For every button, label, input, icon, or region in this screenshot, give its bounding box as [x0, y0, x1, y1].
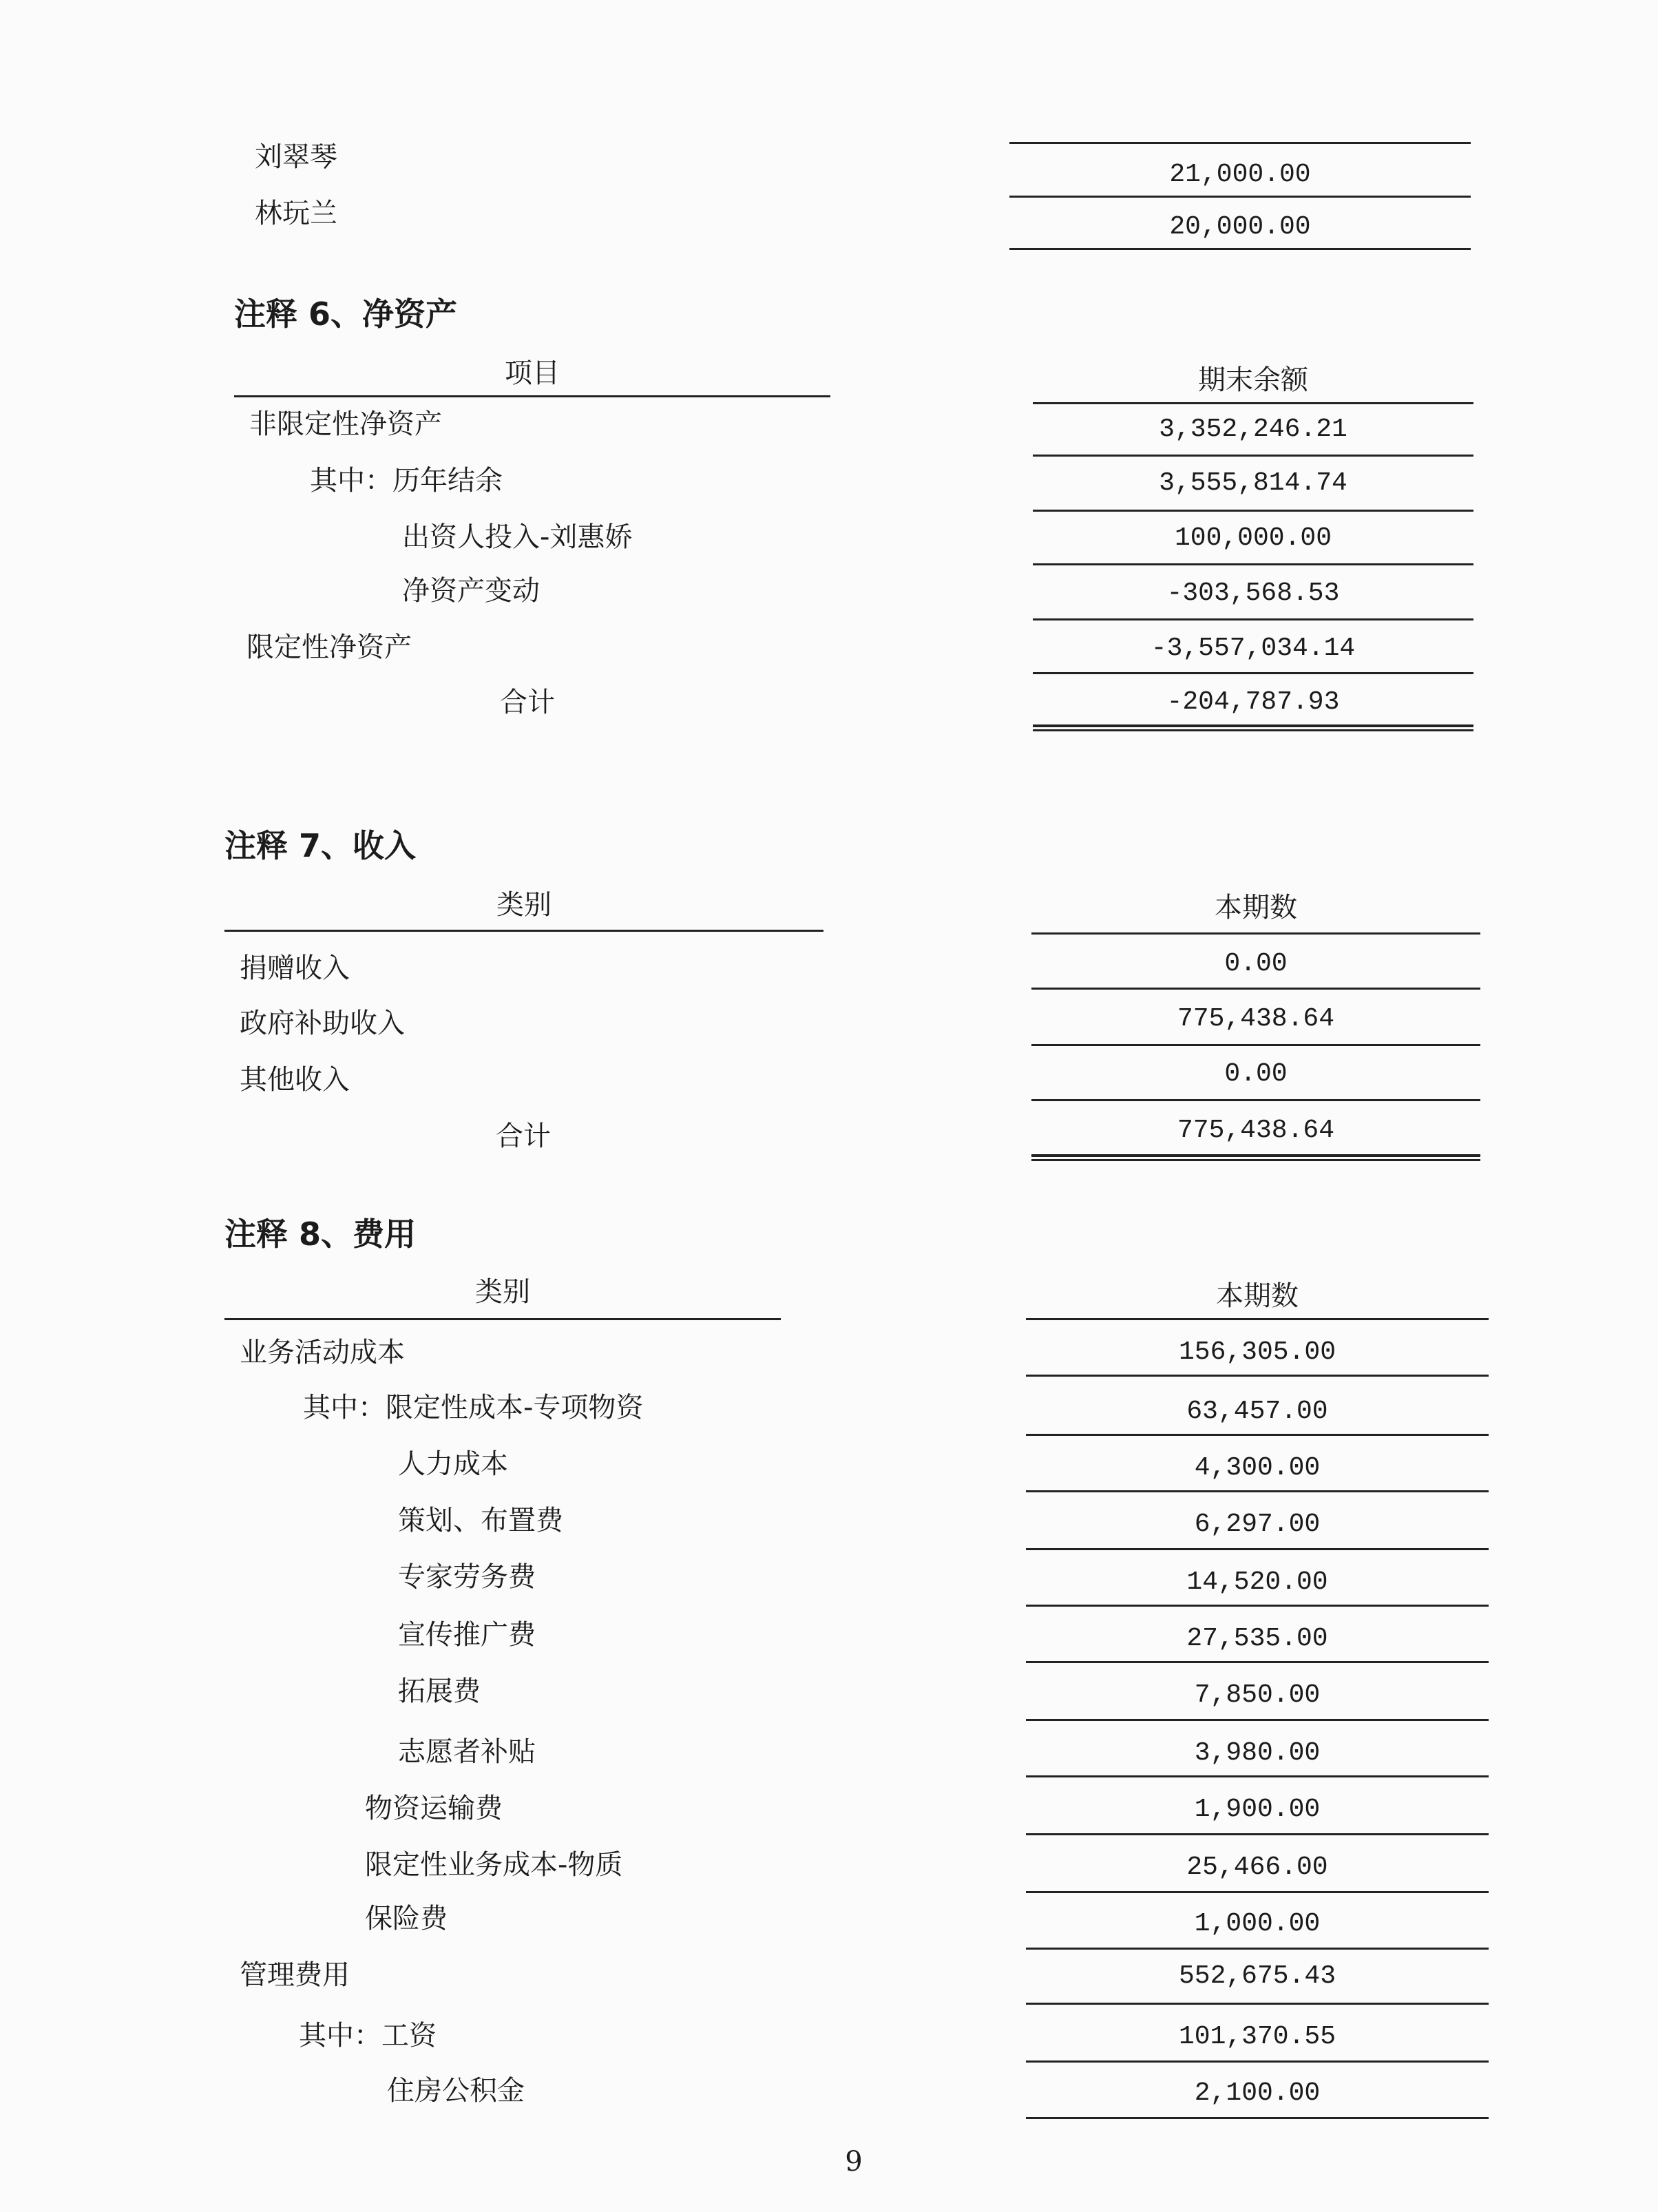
note8-row-label: 其中：工资 — [299, 2020, 437, 2052]
note8-row-label: 物资运输费 — [365, 1793, 503, 1824]
note8-row-amount: 552,675.43 — [1178, 1961, 1336, 1991]
table-rule — [1033, 402, 1473, 404]
table-rule — [1031, 1099, 1480, 1101]
note8-row-amount: 2,100.00 — [1194, 2078, 1321, 2108]
table-rule — [1026, 1375, 1489, 1377]
table-rule — [1009, 196, 1471, 198]
note7-row-label: 捐赠收入 — [240, 952, 350, 984]
partner-amount: 20,000.00 — [1169, 212, 1311, 242]
note8-row-amount: 3,980.00 — [1194, 1738, 1321, 1768]
note7-row-amount: 0.00 — [1224, 1059, 1288, 1089]
note8-row-label: 策划、布置费 — [398, 1505, 563, 1536]
note6-total-label: 合计 — [500, 687, 555, 718]
note8-row-amount: 101,370.55 — [1178, 2022, 1336, 2052]
table-rule — [1026, 1548, 1489, 1550]
table-rule — [1026, 1318, 1489, 1320]
table-rule — [1031, 1044, 1480, 1046]
table-rule — [1033, 618, 1473, 620]
note7-total-label: 合计 — [496, 1120, 551, 1152]
note8-row-label: 人力成本 — [398, 1448, 508, 1480]
table-rule — [1031, 932, 1480, 935]
note6-row-label: 非限定性净资产 — [249, 408, 442, 440]
note6-col-amount: 期末余额 — [1198, 364, 1308, 396]
note8-row-label: 专家劳务费 — [398, 1561, 536, 1593]
note8-row-amount: 7,850.00 — [1194, 1680, 1321, 1710]
note6-title: 注释 6、净资产 — [234, 295, 458, 333]
note8-row-amount: 1,900.00 — [1194, 1795, 1321, 1824]
table-rule — [1033, 672, 1473, 674]
table-rule — [1033, 510, 1473, 512]
note8-row-amount: 6,297.00 — [1194, 1510, 1321, 1539]
table-rule — [1009, 142, 1471, 144]
table-rule — [1026, 1605, 1489, 1607]
note8-col-item: 类别 — [475, 1276, 530, 1308]
partner-name: 林玩兰 — [255, 198, 337, 229]
table-rule — [1026, 1948, 1489, 1950]
note8-title: 注释 8、费用 — [224, 1215, 417, 1253]
note8-row-label: 管理费用 — [240, 1959, 350, 1991]
note7-row-amount: 0.00 — [1224, 949, 1288, 979]
note7-col-item: 类别 — [496, 889, 552, 921]
note8-row-amount: 63,457.00 — [1186, 1397, 1328, 1426]
table-rule — [224, 1318, 781, 1320]
note8-row-amount: 27,535.00 — [1186, 1624, 1328, 1653]
note8-row-label: 保险费 — [365, 1903, 448, 1934]
note8-col-amount: 本期数 — [1216, 1280, 1299, 1312]
table-rule — [1026, 1490, 1489, 1492]
table-rule — [224, 930, 823, 932]
note6-row-label: 限定性净资产 — [246, 632, 412, 663]
table-total-rule — [1031, 1154, 1480, 1161]
note7-total-amount: 775,438.64 — [1177, 1116, 1335, 1145]
note6-row-amount: 3,555,814.74 — [1159, 468, 1347, 498]
note7-row-amount: 775,438.64 — [1177, 1004, 1335, 1034]
note8-row-label: 其中：限定性成本-专项物资 — [303, 1392, 644, 1423]
note8-row-amount: 25,466.00 — [1186, 1853, 1328, 1882]
note8-row-label: 拓展费 — [398, 1676, 481, 1707]
note7-col-amount: 本期数 — [1215, 892, 1297, 924]
table-rule — [1026, 2060, 1489, 2063]
note6-row-amount: -303,568.53 — [1166, 578, 1340, 608]
note6-row-label: 出资人投入-刘惠娇 — [402, 521, 633, 553]
note7-row-label: 其他收入 — [240, 1064, 350, 1096]
note8-row-label: 业务活动成本 — [240, 1337, 405, 1368]
note8-row-amount: 14,520.00 — [1186, 1567, 1328, 1597]
table-rule — [1026, 2117, 1489, 2119]
table-rule — [1009, 248, 1471, 250]
note6-col-item: 项目 — [505, 357, 560, 389]
table-rule — [1026, 1719, 1489, 1721]
note8-row-label: 限定性业务成本-物质 — [365, 1849, 623, 1881]
table-rule — [1026, 2003, 1489, 2005]
table-rule — [1026, 1833, 1489, 1835]
note8-row-label: 宣传推广费 — [398, 1619, 536, 1651]
table-rule — [1026, 1434, 1489, 1436]
note6-total-amount: -204,787.93 — [1166, 687, 1340, 717]
note8-row-label: 住房公积金 — [387, 2075, 525, 2107]
note7-title: 注释 7、收入 — [224, 827, 417, 864]
table-total-rule — [1033, 724, 1473, 731]
table-rule — [1026, 1775, 1489, 1777]
table-rule — [1026, 1661, 1489, 1663]
table-rule — [1026, 1891, 1489, 1893]
note7-row-label: 政府补助收入 — [240, 1008, 405, 1039]
note6-row-amount: 100,000.00 — [1174, 523, 1332, 553]
table-rule — [1033, 563, 1473, 565]
table-rule — [234, 395, 830, 397]
note8-row-label: 志愿者补贴 — [398, 1736, 536, 1768]
note8-row-amount: 4,300.00 — [1194, 1453, 1321, 1483]
page-number: 9 — [845, 2146, 863, 2178]
note8-row-amount: 156,305.00 — [1178, 1337, 1336, 1367]
note8-row-amount: 1,000.00 — [1194, 1909, 1321, 1939]
partner-name: 刘翠琴 — [255, 141, 337, 173]
note6-row-amount: 3,352,246.21 — [1159, 415, 1347, 444]
note6-row-label: 净资产变动 — [402, 575, 540, 607]
note6-row-label: 其中：历年结余 — [310, 465, 503, 497]
table-rule — [1031, 988, 1480, 990]
partner-amount: 21,000.00 — [1169, 160, 1311, 189]
note6-row-amount: -3,557,034.14 — [1151, 634, 1356, 663]
table-rule — [1033, 455, 1473, 457]
